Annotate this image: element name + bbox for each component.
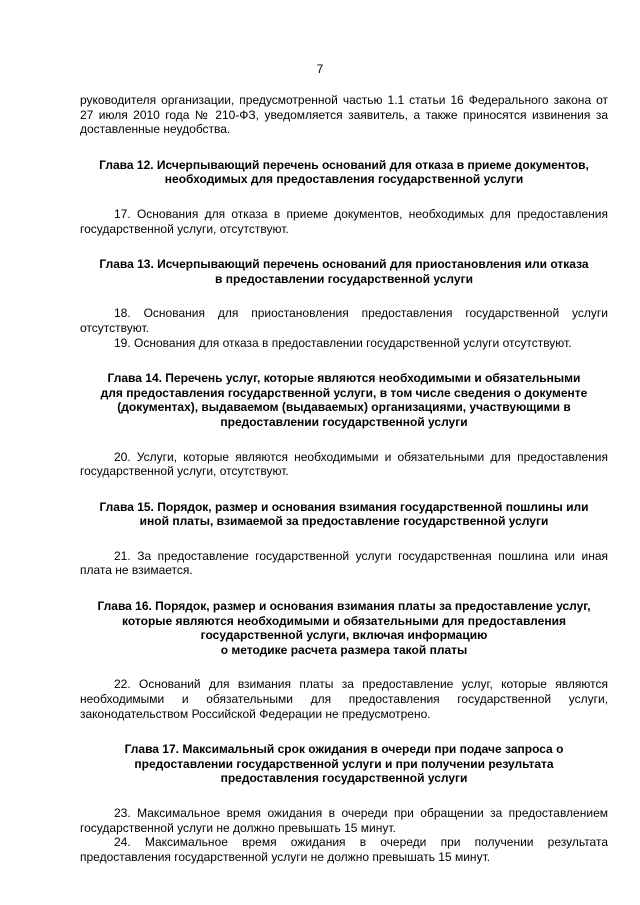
paragraph-24: 24. Максимальное время ожидания в очереди при получении результата предоставления государственной услуги не должно превышать 15 минут. bbox=[80, 835, 608, 864]
paragraph-23: 23. Максимальное время ожидания в очереди при обращении за предоставлением государственной услуги не должно превышать 15 минут. bbox=[80, 806, 608, 835]
document-body bbox=[80, 93, 608, 864]
chapter-16-heading: Глава 16. Порядок, размер и основания взимания платы за предоставление услуг, которые являются необходимыми и обязательными для предоставления государственной услуги, включая информацию о методике расчета размера такой платы bbox=[97, 599, 591, 657]
chapter-13-heading: Глава 13. Исчерпывающий перечень оснований для приостановления или отказа в предоставлении государственной услуги bbox=[99, 257, 589, 286]
chapter-17-heading: Глава 17. Максимальный срок ожидания в очереди при подаче запроса о предоставлении государственной услуги и при получении результата предоставления государственной услуги bbox=[124, 742, 564, 786]
paragraph-21: 21. За предоставление государственной услуги государственная пошлина или иная плата не взимается. bbox=[80, 548, 608, 578]
paragraph-19: 19. Основания для отказа в предоставлении государственной услуги отсутствуют. bbox=[114, 335, 572, 350]
paragraph-20: 20. Услуги, которые являются необходимыми и обязательными для предоставления государственной услуги, отсутствуют. bbox=[80, 449, 608, 479]
chapter-14-heading: Глава 14. Перечень услуг, которые являются необходимыми и обязательными для предоставления государственной услуги, в том числе сведения о документе (документах), выдаваемом (выдаваемых) организациями, участвующими в предоставлении государственной услуги bbox=[100, 371, 588, 429]
paragraph-17: 17. Основания для отказа в приеме документов, необходимых для предоставления государственной услуги, отсутствуют. bbox=[80, 206, 608, 236]
page-number: 7 bbox=[316, 62, 324, 76]
chapter-15-heading: Глава 15. Порядок, размер и основания взимания государственной пошлины или иной платы, взимаемой за предоставление государственной услуги bbox=[99, 499, 589, 529]
chapter-12-heading: Глава 12. Исчерпывающий перечень оснований для отказа в приеме документов, необходимых для предоставления государственной услуги bbox=[99, 157, 589, 187]
intro-paragraph: руководителя организации, предусмотренной частью 1.1 статьи 16 Федерального закона от 27 июля 2010 года № 210-ФЗ, уведомляется заявитель, а также приносятся извинения за доставленные неудобства. bbox=[80, 93, 608, 137]
paragraph-18: 18. Основания для приостановления предоставления государственной услуги отсутствуют. bbox=[80, 306, 608, 335]
paragraph-22: 22. Оснований для взимания платы за предоставление услуг, которые являются необходимыми и обязательными для предоставления государственной услуги, законодательством Российской Федерации не предусмотрено. bbox=[80, 677, 608, 721]
